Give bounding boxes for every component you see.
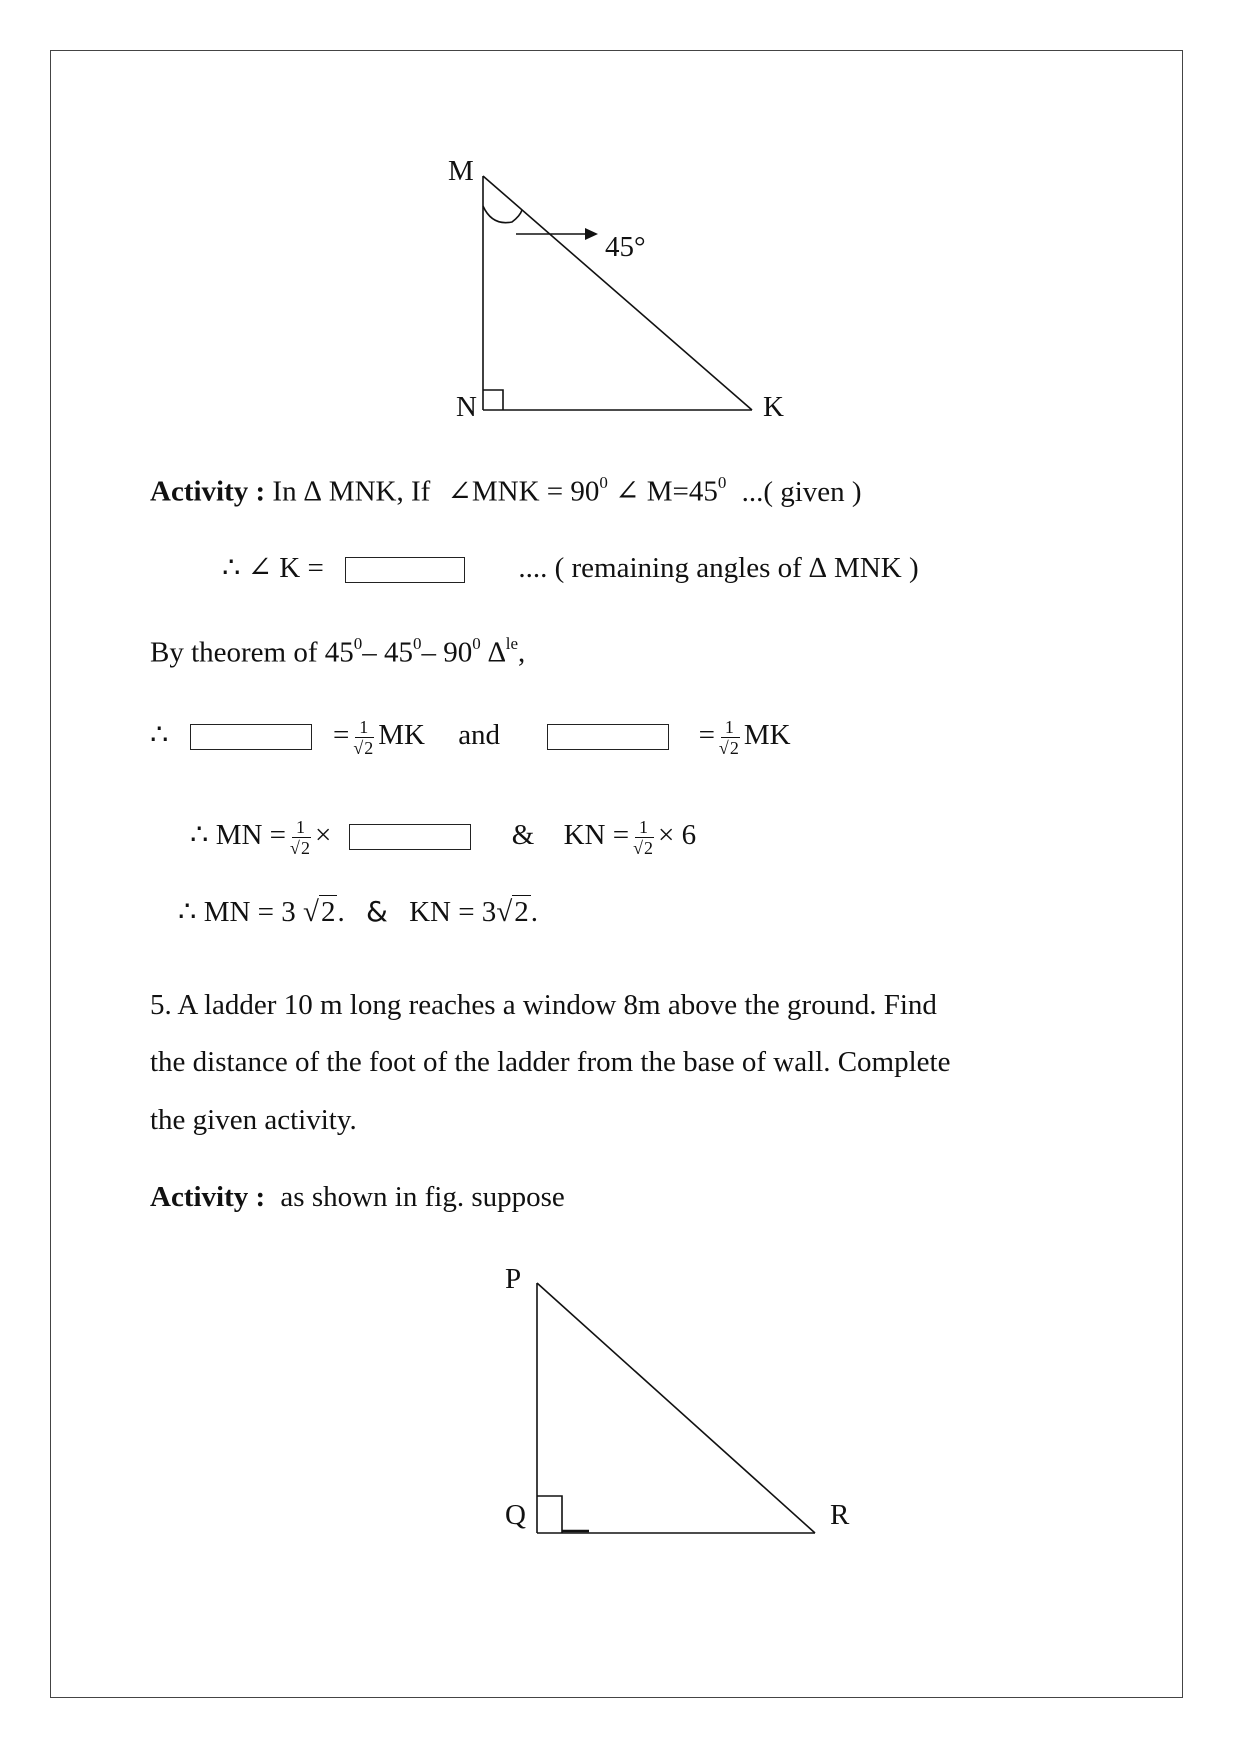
sqrt-two: √2 xyxy=(496,896,529,928)
radicand: 2 xyxy=(514,896,529,928)
sqrt-two: √2 xyxy=(290,837,310,858)
vertex-label-r: R xyxy=(830,1499,850,1531)
angle-k-text: K = xyxy=(279,552,324,584)
activity2-line xyxy=(150,1177,565,1217)
radicand: 2 xyxy=(644,837,653,858)
theorem-text-2: – 45 xyxy=(362,636,414,669)
right-angle-mark-q xyxy=(537,1496,562,1533)
times-six-text: × 6 xyxy=(658,819,697,851)
given-note: ...( given ) xyxy=(741,475,862,508)
superscript-zero: 0 xyxy=(717,473,727,492)
angle-symbol: ∠ xyxy=(615,475,640,508)
vertex-label-n: N xyxy=(456,391,477,423)
mk-text: MK xyxy=(743,719,791,751)
mn-kn-line xyxy=(190,815,696,858)
therefore-symbol: ∴ xyxy=(222,552,241,584)
answer-box-side-2[interactable] xyxy=(547,724,669,750)
side-mk xyxy=(483,176,752,410)
angle-mnk-text: MNK = 90 xyxy=(471,475,600,508)
fraction-numerator: 1 xyxy=(355,717,372,738)
period: . xyxy=(337,896,345,928)
theorem-text-3: – 90 xyxy=(421,636,473,669)
sqrt-two: √2 xyxy=(353,737,374,758)
ampersand: & xyxy=(365,895,388,928)
superscript-zero: 0 xyxy=(472,634,481,653)
fraction-one-over-root-two xyxy=(717,717,742,758)
side-pr xyxy=(537,1283,815,1533)
superscript-zero: 0 xyxy=(599,473,608,492)
theorem-comma: , xyxy=(518,636,526,669)
activity1-line xyxy=(150,465,862,512)
radicand: 2 xyxy=(300,837,310,858)
answer-box-side-1[interactable] xyxy=(190,724,312,750)
fraction-numerator: 1 xyxy=(721,717,738,738)
activity1-label: Activity : xyxy=(150,475,266,508)
theorem-text-1: By theorem of 45 xyxy=(150,636,354,669)
radicand: 2 xyxy=(320,896,336,928)
period: . xyxy=(530,896,538,928)
angle-symbol: ∠ xyxy=(247,552,273,584)
angle-m-text: M=45 xyxy=(646,475,718,508)
mn-result-text: ∴ MN = 3 xyxy=(178,896,296,928)
vertex-label-k: K xyxy=(763,391,784,423)
mk-text: MK xyxy=(378,719,425,751)
fraction-numerator: 1 xyxy=(635,817,652,838)
equals-sign: = xyxy=(332,719,350,751)
sqrt-two: √2 xyxy=(718,737,739,758)
therefore-symbol: ∴ xyxy=(150,719,169,751)
question5-line-1: 5. A ladder 10 m long reaches a window 8m above the ground. Find xyxy=(150,989,937,1021)
activity1-text: In ∆ MNK, If xyxy=(272,475,431,508)
right-angle-mark-n xyxy=(483,390,503,410)
mn-equals-text: ∴ MN = xyxy=(190,819,287,851)
question5-line-3: the given activity. xyxy=(150,1104,357,1136)
kn-equals-text: KN = xyxy=(563,819,630,851)
question5-line-2: the distance of the foot of the ladder from the base of wall. Complete xyxy=(150,1046,951,1078)
and-text: and xyxy=(458,719,501,751)
superscript-zero: 0 xyxy=(353,634,363,653)
ratio-line xyxy=(150,715,791,758)
vertex-label-q: Q xyxy=(505,1499,526,1531)
superscript-le: le xyxy=(505,634,519,653)
theorem-line xyxy=(150,626,525,673)
fraction-one-over-root-two xyxy=(631,817,656,858)
activity2-label: Activity : xyxy=(150,1181,266,1213)
sqrt-two: √2 xyxy=(633,837,653,858)
triangle-symbol: ∆ xyxy=(488,636,506,669)
superscript-zero: 0 xyxy=(413,634,422,653)
activity2-text: as shown in fig. suppose xyxy=(280,1181,565,1213)
fraction-one-over-root-two xyxy=(351,717,376,758)
result-line xyxy=(178,892,538,932)
arrow-head-icon xyxy=(585,228,598,240)
times-sign: × xyxy=(314,819,332,851)
answer-box-mk[interactable] xyxy=(349,824,471,850)
radicand: 2 xyxy=(364,737,374,758)
fraction-numerator: 1 xyxy=(292,817,309,838)
ampersand: & xyxy=(511,819,535,851)
radicand: 2 xyxy=(729,737,739,758)
vertex-label-m: M xyxy=(448,155,474,187)
kn-result-text: KN = 3 xyxy=(409,896,497,928)
sqrt-two: √2 xyxy=(303,896,336,928)
angle-symbol: ∠ xyxy=(447,475,472,508)
answer-box-angle-k[interactable] xyxy=(345,557,465,583)
angle-arc-m xyxy=(483,206,522,223)
vertex-label-p: P xyxy=(505,1263,522,1295)
equals-sign: = xyxy=(698,719,715,751)
angle-label-45: 45° xyxy=(605,231,646,263)
fraction-one-over-root-two xyxy=(288,817,313,858)
angle-k-line xyxy=(222,548,919,588)
remaining-angles-note: .... ( remaining angles of ∆ MNK ) xyxy=(518,552,919,584)
